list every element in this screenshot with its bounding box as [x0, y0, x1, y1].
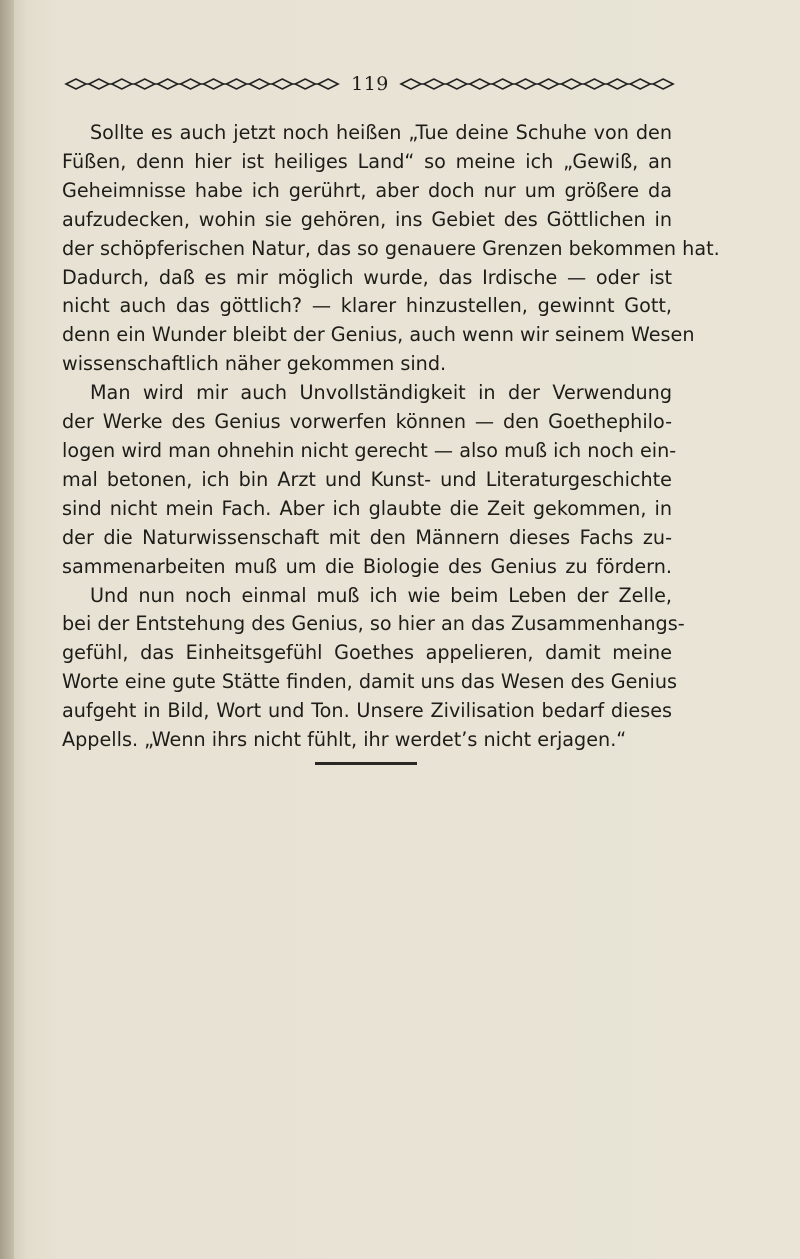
- text-line: Dadurch, daß es mir möglich wurde, das Irdische — oder ist: [62, 265, 672, 289]
- text-line: denn ein Wunder bleibt der Genius, auch wenn wir seinem Wesen: [62, 323, 695, 347]
- text-line: der schöpferischen Natur, das so genauere Grenzen bekommen hat.: [62, 236, 720, 260]
- text-line: Und nun noch einmal muß ich wie beim Leben der Zelle,: [90, 583, 672, 607]
- text-line: nicht auch das göttlich? — klarer hinzustellen, gewinnt Gott,: [62, 294, 672, 318]
- text-line: Man wird mir auch Unvollständigkeit in der Verwendung: [90, 381, 672, 405]
- text-line: bei der Entstehung des Genius, so hier an das Zusammenhangs-: [62, 612, 685, 636]
- text-line: gefühl, das Einheitsgefühl Goethes appelieren, damit meine: [62, 641, 672, 665]
- text-line: Worte eine gute Stätte finden, damit uns das Wesen des Genius: [62, 670, 678, 694]
- text-line: sammenarbeiten muß um die Biologie des Genius zu fördern.: [62, 554, 672, 578]
- diamond-chain-ornament-right: [399, 78, 676, 90]
- text-line: aufgeht in Bild, Wort und Ton. Unsere Zivilisation bedarf dieses: [62, 699, 672, 723]
- diamond-chain-ornament-left: [64, 78, 341, 90]
- text-line: Sollte es auch jetzt noch heißen „Tue deine Schuhe von den: [90, 121, 672, 144]
- paragraph-3: [62, 582, 685, 755]
- text-line: logen wird man ohnehin nicht gerecht — also muß ich noch ein-: [62, 438, 677, 462]
- page-number: 119: [351, 73, 389, 95]
- page-header: [64, 73, 676, 95]
- text-line: sind nicht mein Fach. Aber ich glaubte die Zeit gekommen, in: [62, 496, 672, 520]
- body-text: [62, 119, 720, 755]
- text-line: aufzudecken, wohin sie gehören, ins Gebiet des Göttlichen in: [62, 207, 672, 231]
- text-line: Appells. „Wenn ihrs nicht fühlt, ihr werdet’s nicht erjagen.“: [62, 728, 627, 752]
- text-line: der die Naturwissenschaft mit den Männern dieses Fachs zu-: [62, 525, 672, 549]
- paragraph-2: [62, 379, 677, 581]
- text-line: der Werke des Genius vorwerfen können — den Goethephilo-: [62, 410, 672, 434]
- text-line: mal betonen, ich bin Arzt und Kunst- und Literaturgeschichte: [62, 467, 672, 491]
- text-line: wissenschaftlich näher gekommen sind.: [62, 352, 447, 376]
- end-rule: [315, 762, 417, 765]
- text-line: Füßen, denn hier ist heiliges Land“ so meine ich „Gewiß, an: [62, 149, 672, 173]
- paragraph-1: [62, 119, 720, 379]
- text-line: Geheimnisse habe ich gerührt, aber doch nur um größere da: [62, 178, 672, 202]
- page-spine-shadow: [0, 0, 14, 1259]
